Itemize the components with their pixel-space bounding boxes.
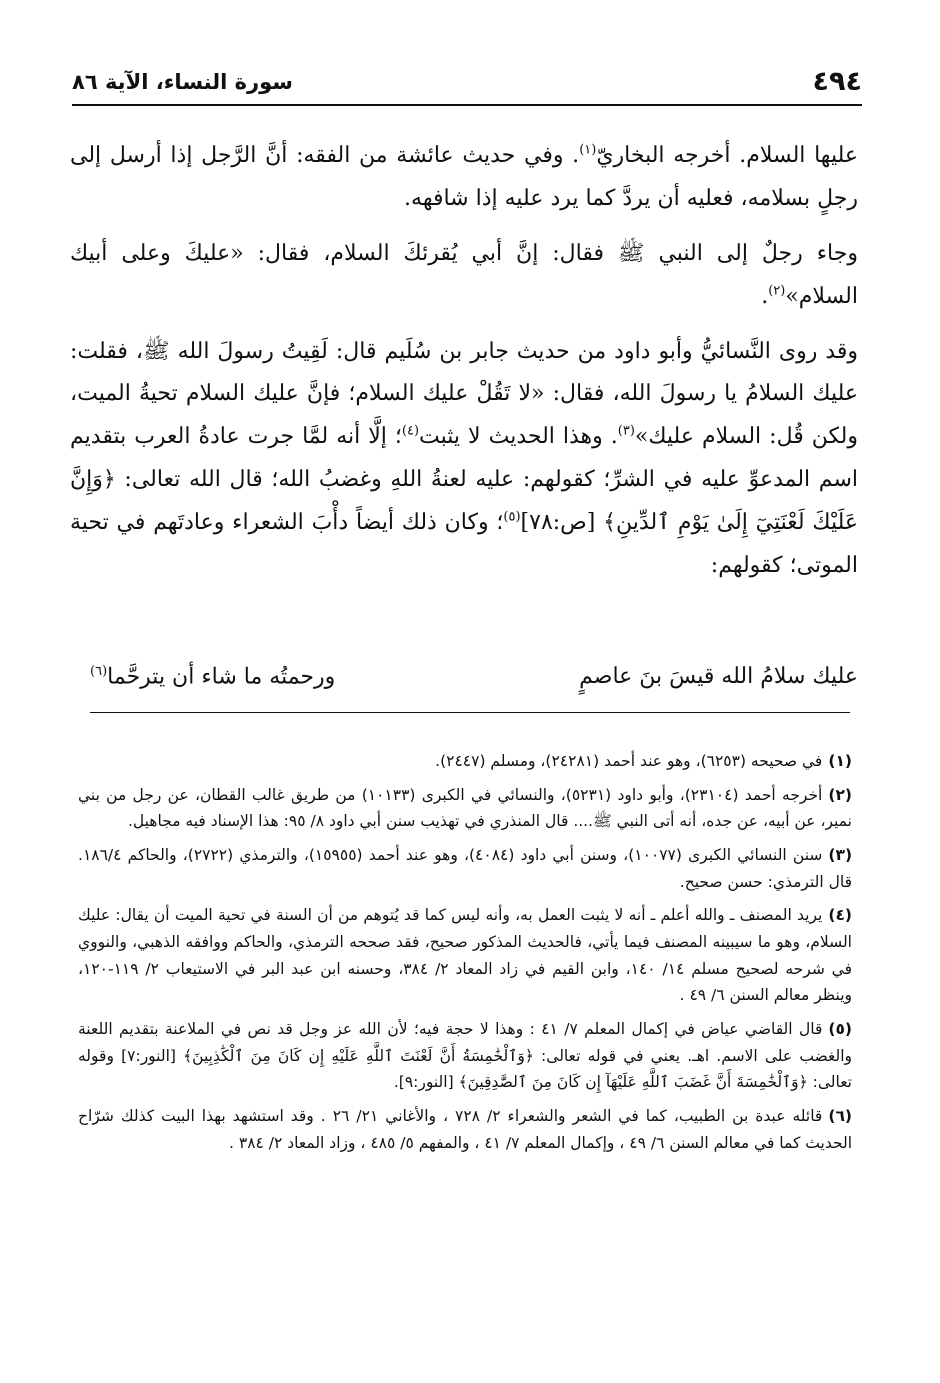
paragraph (70, 135, 858, 221)
paragraph-text: . وفي حديث عائشة من الفقه: أنَّ الرَّجل إذا أرسل إلى رجلٍ بسلامه، فعليه أن يردَّ كما يرد عليه إذا شافهه. (70, 143, 858, 211)
footnote-number: (١) (828, 752, 852, 770)
paragraph-text: وجاء رجلٌ إلى النبي ﷺ فقال: إنَّ أبي يُقرئكَ السلام، فقال: «عليكَ وعلى أبيك السلام» (70, 240, 858, 309)
paragraph-text: ؛ وكان ذلك أيضاً دأْبَ الشعراء وعادتَهم في تحية الموتى؛ كقولهم: (70, 510, 858, 579)
footnote-number: (٥) (828, 1019, 853, 1038)
verse-second-hemistich-text: ورحمتُه ما شاء أن يترحَّما (107, 664, 336, 690)
footnote-text: قائله عبدة بن الطبيب، كما في الشعر والشعراء ٢/ ٧٢٨ ، والأغاني ٢١/ ٢٦ . وقد استشهد بهذا البيت كذلك شرّاح الحديث كما في معالم السنن ٦/ ٤٩ ، وإكمال المعلم ٧/ ٤١ ، والمفهم ٥/ ٤٨٥ ، وزاد المعاد ٢/ ٣٨٤ . (78, 1106, 852, 1152)
footnote-marker[interactable]: (١) (579, 142, 597, 158)
poetry-verse (90, 664, 858, 700)
paragraph-text: ؛ إلَّا أنه لمَّا جرت عادةُ العرب بتقديم اسم المدعوِّ عليه في الشرِّ؛ كقولهم: عليه لعنةُ اللهِ وغضبُ الله؛ قال الله تعالى: ﴿وَإِنَّ عَلَيْكَ لَعْنَتِيٓ إِلَىٰ يَوْمِ ٱلدِّينِ﴾ [ص:٧٨] (70, 424, 858, 536)
footnote-number: (٦) (828, 1106, 852, 1125)
paragraph (70, 331, 858, 588)
header-rule (72, 104, 862, 106)
footnote (78, 1103, 852, 1156)
page-number: ٤٩٤ (812, 66, 862, 97)
footnote (78, 1016, 852, 1096)
paragraph-text: وقد روى النَّسائيُّ وأبو داود من حديث جابر بن سُلَيم قال: لَقِيتُ رسولَ الله ﷺ، فقلت: عليك السلامُ يا رسولَ الله، فقال: «لا تَقُلْ عليك السلام؛ فإنَّ عليك السلام تحيةُ الميت، ولكن قُل: السلام عليك» (70, 338, 858, 450)
main-text (70, 135, 858, 600)
footnote-text: قال القاضي عياض في إكمال المعلم ٧/ ٤١ : وهذا لا حجة فيه؛ لأن الله عز وجل قد نص في الملاعنة بتقديم اللعنة والغضب على الاسم. اهـ. يعني في قوله تعالى: ﴿وَٱلْخَٰمِسَةُ أَنَّ لَعْنَتَ ٱللَّهِ عَلَيْهِ إِن كَانَ مِنَ ٱلْكَٰذِبِينَ﴾ [النور:٧] وقوله تعالى: ﴿وَٱلْخَٰمِسَةَ أَنَّ غَضَبَ ٱللَّهِ عَلَيْهَآ إِن كَانَ مِنَ ٱلصَّٰدِقِينَ﴾ [النور:٩]. (78, 1019, 852, 1092)
paragraph-text: . وهذا الحديث لا يثبت (419, 424, 618, 450)
paragraph-text: . (761, 283, 769, 309)
footnote-marker[interactable]: (٢) (768, 283, 786, 299)
footnote-marker[interactable]: (٣) (617, 424, 635, 440)
footnote-text: أخرجه أحمد (٢٣١٠٤)، وأبو داود (٥٢٣١)، والنسائي في الكبرى (١٠١٣٣) من طريق غالب القطان، عن رجل من بني نمير، عن أبيه، عن جده، أنه أتى النبي ﷺ.... قال المنذري في تهذيب سنن أبي داود ٨/ ٩٥: هذا الإسناد فيه مجاهيل. (78, 785, 852, 831)
footnote (78, 782, 852, 835)
footnote-marker[interactable]: (٥) (503, 509, 521, 525)
footnote (78, 842, 852, 895)
footnote-text: سنن النسائي الكبرى (١٠٠٧٧)، وسنن أبي داود (٤٠٨٤)، وهو عند أحمد (١٥٩٥٥)، والترمذي (٢٧٢٢)، والحاكم ١٨٦/٤. قال الترمذي: حسن صحيح. (78, 845, 852, 891)
verse-first-hemistich: عليك سلامُ الله قيسَ بنَ عاصمٍ (579, 664, 858, 689)
footnote-text: في صحيحه (٦٢٥٣)، وهو عند أحمد (٢٤٢٨١)، ومسلم (٢٤٤٧). (435, 752, 823, 770)
paragraph-text: عليها السلام. أخرجه البخاريّ (596, 143, 858, 168)
footnote-number: (٣) (828, 845, 853, 864)
footnote (78, 748, 852, 775)
footnote-separator (90, 712, 850, 713)
footnote-number: (٢) (828, 785, 852, 804)
footnote-text: يريد المصنف ـ والله أعلم ـ أنه لا يثبت العمل به، وأنه ليس كما قد يُتوهم من أن السنة في تحية الميت أن يقال: عليك السلام، وهو ما سيبينه المصنف فيما يأتي، فالحديث المذكور صحيح، فقد صححه الترمذي، والحاكم ووافقه الذهبي، والنووي في شرحه لصحيح مسلم ١٤/ ١٤٠، وابن القيم في زاد المعاد ٢/ ٣٨٤، وحسنه ابن عبد البر في الاستيعاب ٢/ ١١٩-١٢٠، وينظر معالم السنن ٦/ ٤٩ . (78, 906, 852, 1005)
footnotes (78, 748, 852, 1163)
footnote (78, 902, 852, 1009)
page-header (72, 64, 862, 106)
verse-second-hemistich (90, 664, 335, 700)
footnote-marker[interactable]: (٤) (401, 424, 420, 440)
footnote-marker[interactable]: (٦) (90, 664, 108, 679)
footnote-number: (٤) (828, 906, 852, 925)
paragraph (70, 233, 858, 319)
running-title: سورة النساء، الآية ٨٦ (72, 70, 293, 94)
